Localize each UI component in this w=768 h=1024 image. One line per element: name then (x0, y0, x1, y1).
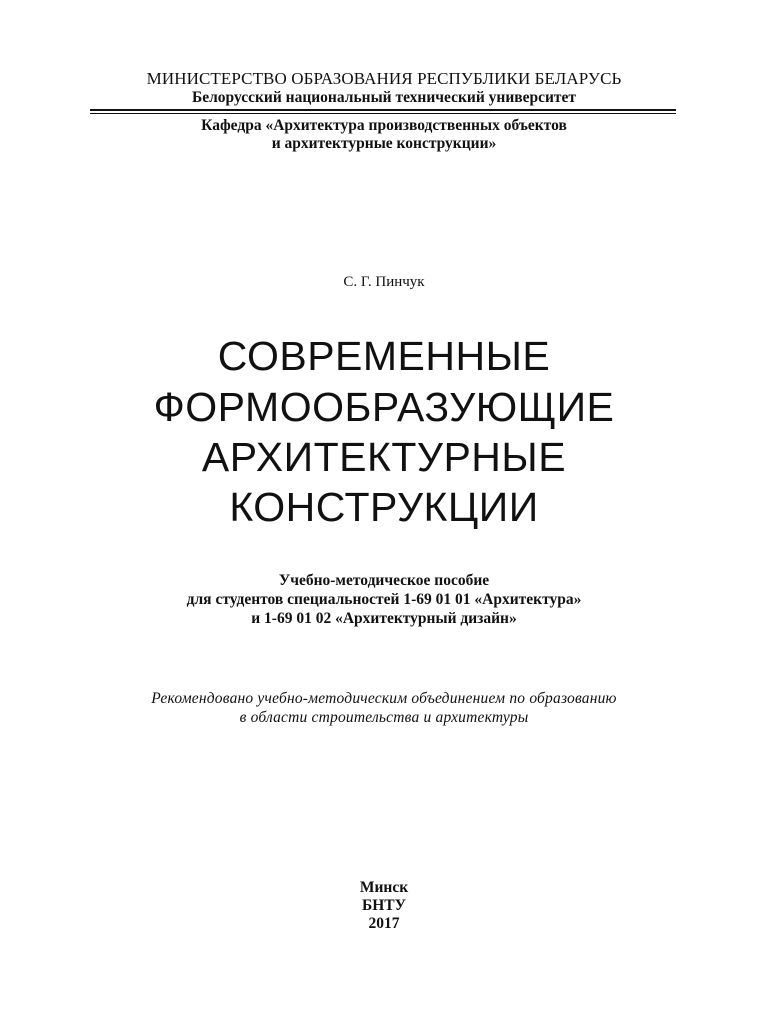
subtitle-line-1: Учебно-методическое пособие (278, 572, 490, 589)
subtitle-line-2: для студентов специальностей 1-69 01 01 «Архитектура» (186, 591, 582, 608)
title-line-3: АРХИТЕКТУРНЫЕ (201, 434, 567, 480)
imprint-publisher: БНТУ (361, 897, 407, 914)
imprint-year: 2017 (368, 915, 400, 932)
recommendation-line-2: в области строительства и архитектуры (239, 709, 529, 726)
title-line-4: КОНСТРУКЦИИ (229, 484, 539, 530)
department-line-2: и архитектурные конструкции» (271, 135, 497, 152)
ministry-name: МИНИСТЕРСТВО ОБРАЗОВАНИЯ РЕСПУБЛИКИ БЕЛАРУСЬ (146, 69, 622, 88)
title-line-2: ФОРМООБРАЗУЮЩИЕ (153, 384, 615, 430)
subtitle-line-3: и 1-69 01 02 «Архитектурный дизайн» (251, 610, 517, 627)
author-name: С. Г. Пинчук (343, 274, 425, 290)
imprint-city: Минск (359, 879, 409, 896)
recommendation-line-1: Рекомендовано учебно-методическим объединением по образованию (151, 690, 617, 707)
university-name: Белорусский национальный технический университет (191, 89, 577, 106)
department-line-1: Кафедра «Архитектура производственных объектов (201, 117, 567, 134)
header-divider-thick (90, 109, 676, 111)
title-line-1: СОВРЕМЕННЫЕ (217, 333, 551, 379)
header-divider-thin (90, 113, 676, 114)
